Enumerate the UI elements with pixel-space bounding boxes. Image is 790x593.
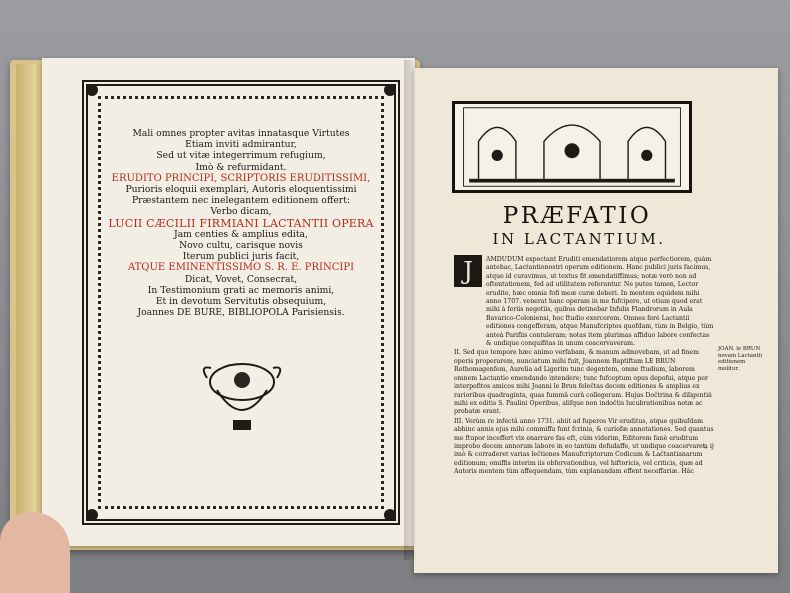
corner-ornament — [86, 509, 98, 521]
dedication-red-heading: ERUDITO PRINCIPI, SCRIPTORIS ERUDITISSIMI, — [111, 172, 371, 184]
hand — [0, 512, 70, 593]
dedication-line: Jam centies & amplius edita, — [174, 228, 308, 240]
dedication-line: Imò & refurmidant. — [195, 161, 287, 173]
book-gutter — [404, 60, 426, 560]
paragraph: AMDUDUM expectant Eruditi emendatiorem atque perfectiorem, quàm antehac, Lactantionostri operum editionem. Hanc publici juris facimus, atque id curavimus, ut textus fit emendatiffimus; notæ verò non ad oftentationem, fed ad utilitatem referantur. Ne putes tamen, Lector erudite, hæc omnia fofi meæ curæ deberi. In mentem equidem mihi anno 1707. venerat hanc operam in me fufcipere, ut otium quod erat mihi à feriis negotiis, quibus detinebar Infulis Flandrorum in Aula Bavarico-Coloniensi, hoc ftudio exercerem. Omnes ferè Lactantii editiones congefferam, atque Manufcriptos quofdam, tùm in Belgio, tùm anteà Parifiis contuleram; notas item plurimas affiduo labore confectas & undique conquifitas in unum coacervaveram. — [486, 256, 714, 348]
dedication-line: Purioris eloquii exemplari, Autoris eloquentissimi — [125, 184, 357, 196]
signature-mark: a ij — [704, 442, 714, 450]
dedication-line: Iterum publici juris facit, — [182, 251, 300, 263]
dedication-line: Joannes DE BURE, BIBLIOPOLA Parisiensis. — [137, 307, 345, 319]
preface-title: PRÆFATIO — [502, 203, 652, 229]
corner-ornament — [384, 509, 396, 521]
dedication-line: Et in devotum Servitutis obsequium, — [155, 296, 327, 308]
dedication-line: Verbo dicam, — [210, 206, 272, 218]
vase-ornament-icon — [197, 360, 287, 438]
dedication-line: Præstantem nec inelegantem editionem offert: — [132, 195, 350, 207]
paragraph: III. Verùm re infectâ anno 1731. abiit ad fuperos Vir eruditus, atque quibufdam abhinc annis ejus mihi commiffa funt fcrinia, & curiofæ annotationes. Sed quantus me ftupor inceffert vix enarrare fas eft, cùm viderim, Editorem fanè eruditum improbo decem annorum labore in eo tantùm defudaffe, ut undique coacervaret, imò & corraderet varias leĉtiones Manufcriptorum Codicum & Laĉtantianarum editionum; omiffis interim iis obfervationibus, vel hiftoricis, vel criticis, quæ ad Autoris mentem tùm affequendam, tùm explanandam effent neceffariæ. Hâc — [454, 417, 714, 476]
margin-note: JOAN. le BRUN novam Lactantii editionem molitur. — [718, 346, 763, 372]
dedication-line: Etiam inviti admirantur, — [185, 139, 297, 151]
dedication-line: Novo cultu, carisque novis — [179, 240, 303, 252]
cover-edge — [16, 64, 36, 544]
drop-cap: J — [454, 255, 482, 287]
preface-body — [454, 256, 714, 478]
corner-ornament — [86, 84, 98, 96]
corner-ornament — [384, 84, 396, 96]
dedication-red-principi: ATQUE EMINENTISSIMO S. R. E. PRINCIPI — [127, 262, 355, 274]
headpiece-ornament-icon — [452, 101, 692, 193]
dedication-line: In Testimonium grati ac memoris animi, — [147, 284, 335, 296]
paragraph: II. Sed quo tempore hæc animo verfabam, & manum admovebam, ut ad finem operis properarem, nunciatum mihi fuit, Joannem Baptiftam LE BRUN Rothomagenfem, Aurelia ad Ligerim tunc degentem, omne ftudium, laborem omnem Lactantio emendando intendere; tunc fufceptum opus depofui, atque per interpofitos amicos mihi Joanni le Brun feleĉtas decem editiones & amplius ex rarioribus quadraginta, quas fummâ curâ collegeram. Hujus Doĉtrina & diligentiâ mihi ex editis S. Paulini Operibus, alifque non indoĉtis lucubrationibus notæ ac probatæ erant. — [454, 349, 712, 416]
dedication-line: Mali omnes propter avitas innatasque Virtutes — [132, 128, 350, 139]
preface-subtitle: IN LACTANTIUM. — [492, 230, 666, 248]
dedication-red-title: LUCII CÆCILII FIRMIANI LACTANTII OPERA — [108, 216, 374, 230]
dedication-text — [104, 128, 378, 318]
dedication-line: Sed ut vitæ integerrimum refugium, — [156, 150, 326, 162]
dedication-line: Dicat, Vovet, Consecrat, — [184, 273, 298, 285]
